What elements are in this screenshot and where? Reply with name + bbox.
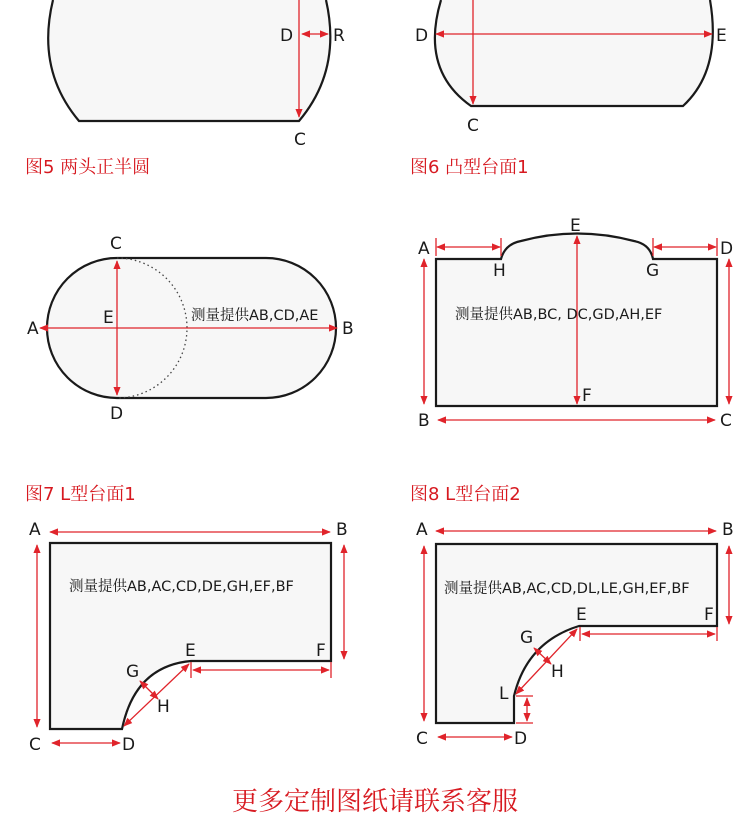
fig7-label-g: G — [126, 662, 140, 682]
fig7-note: 测量提供AB,AC,CD,DE,GH,EF,BF — [69, 579, 294, 595]
stadium-label-b: B — [342, 319, 354, 339]
stadium-label-c: C — [110, 234, 122, 254]
fig7-label-d: D — [122, 735, 136, 755]
stadium-note: 测量提供AB,CD,AE — [191, 308, 319, 324]
fig6-label-d: D — [415, 26, 429, 46]
fig6-outline — [435, 0, 713, 106]
fig6-drawing — [415, 0, 727, 136]
convex-label-b: B — [418, 411, 430, 431]
fig7-label-b: B — [336, 520, 348, 540]
stadium-label-a: A — [27, 319, 39, 339]
convex-label-c: C — [720, 411, 732, 431]
fig8-label-a: A — [416, 520, 428, 540]
fig8-label-b: B — [722, 520, 734, 540]
fig8-caption: 图8 L型台面2 — [410, 484, 521, 505]
fig5-outline — [48, 0, 330, 121]
fig8-label-g: G — [520, 628, 534, 648]
convex-label-d: D — [720, 239, 734, 259]
fig8-note: 测量提供AB,AC,CD,DL,LE,GH,EF,BF — [444, 581, 690, 597]
fig6-label-c: C — [467, 116, 479, 136]
fig5-label-c: C — [294, 130, 306, 150]
fig7-label-c: C — [29, 735, 41, 755]
fig8-drawing — [416, 520, 734, 749]
fig5-drawing — [48, 0, 345, 150]
fig7-drawing — [29, 520, 348, 755]
fig5-label-d: D — [280, 26, 294, 46]
fig8-dim-gh — [534, 648, 551, 664]
fig7-label-a: A — [29, 520, 41, 540]
fig6-caption: 图6 凸型台面1 — [410, 157, 529, 178]
fig6-label-e: E — [716, 26, 727, 46]
convex-label-a: A — [418, 239, 430, 259]
convex-label-f: F — [582, 386, 592, 406]
fig7-label-h: H — [157, 697, 170, 717]
fig5-caption: 图5 两头正半圆 — [25, 157, 151, 178]
fig7-label-f: F — [316, 641, 326, 661]
stadium-drawing — [27, 234, 354, 424]
stadium-label-e: E — [103, 308, 114, 328]
fig8-label-h: H — [551, 662, 564, 682]
fig8-label-d: D — [514, 729, 528, 749]
fig7-caption: 图7 L型台面1 — [25, 484, 136, 505]
fig7-outline — [50, 543, 331, 729]
stadium-label-d: D — [110, 404, 124, 424]
fig7-label-e: E — [185, 641, 196, 661]
fig8-label-c: C — [416, 729, 428, 749]
convex-label-e: E — [570, 216, 581, 236]
convex-label-g: G — [646, 261, 660, 281]
fig8-label-l: L — [499, 684, 509, 704]
footer-contact-text: 更多定制图纸请联系客服 — [231, 787, 519, 817]
fig8-label-f: F — [704, 605, 714, 625]
fig7-dim-gh — [140, 681, 158, 699]
convex-drawing — [418, 216, 733, 431]
fig5-label-r: R — [333, 26, 345, 46]
fig8-label-e: E — [576, 605, 587, 625]
convex-label-h: H — [493, 261, 506, 281]
convex-note: 测量提供AB,BC, DC,GD,AH,EF — [455, 307, 663, 323]
